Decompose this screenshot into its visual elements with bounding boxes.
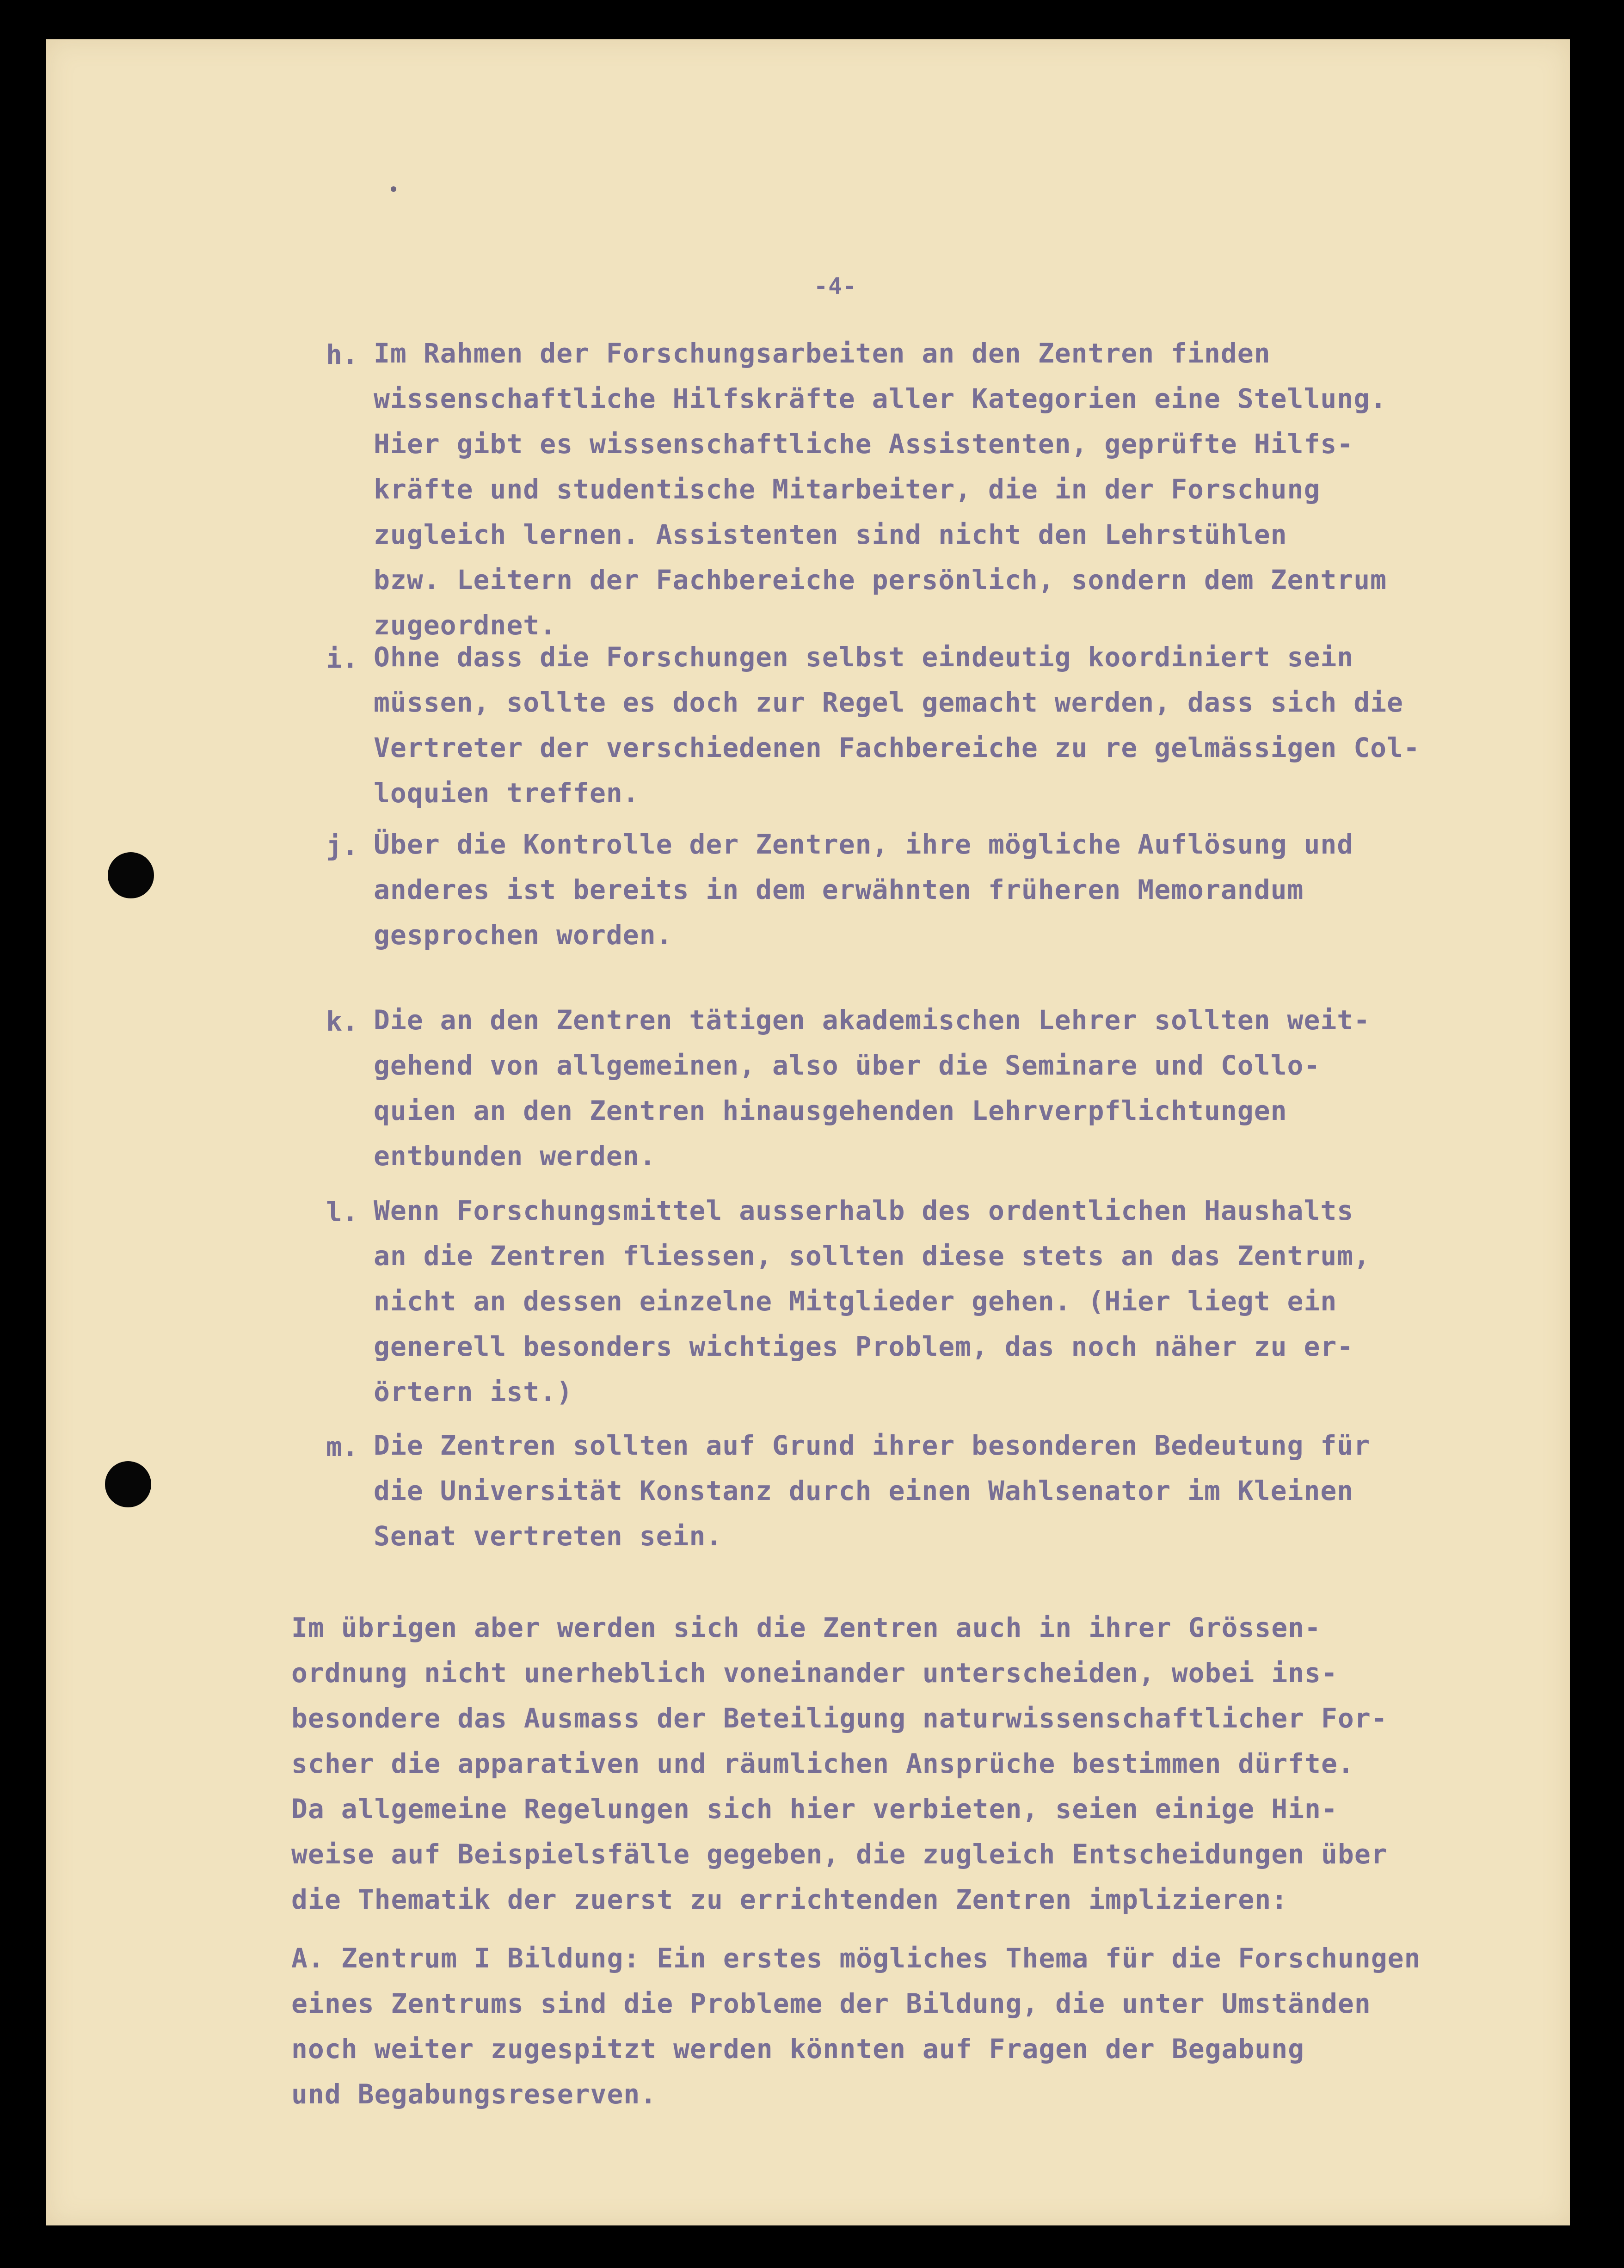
list-item-letter: i. — [326, 643, 358, 674]
text-line: gesprochen worden. — [374, 919, 673, 951]
page-number: -4- — [814, 273, 857, 300]
text-line: Vertreter der verschiedenen Fachbereiche zu re gelmässigen Col- — [374, 732, 1420, 763]
list-item-letter: l. — [326, 1196, 358, 1228]
paper-speck — [391, 186, 396, 192]
text-line: Die an den Zentren tätigen akademischen Lehrer sollten weit- — [374, 1004, 1371, 1036]
text-line: bzw. Leitern der Fachbereiche persönlich, sondern dem Zentrum — [374, 564, 1387, 596]
text-line: weise auf Beispielsfälle gegeben, die zugleich Entscheidungen über — [291, 1838, 1388, 1870]
text-line: quien an den Zentren hinausgehenden Lehrverpflichtungen — [374, 1095, 1287, 1126]
text-line: Hier gibt es wissenschaftliche Assistenten, geprüfte Hilfs- — [374, 428, 1354, 460]
text-line: anderes ist bereits in dem erwähnten früheren Memorandum — [374, 874, 1304, 905]
text-line: generell besonders wichtiges Problem, das noch näher zu er- — [374, 1331, 1354, 1362]
text-line: die Thematik der zuerst zu errichtenden Zentren implizieren: — [291, 1884, 1288, 1915]
text-line: örtern ist.) — [374, 1376, 573, 1408]
text-line: müssen, sollte es doch zur Regel gemacht werden, dass sich die — [374, 687, 1403, 718]
list-item-letter: m. — [326, 1431, 358, 1463]
text-line: besondere das Ausmass der Beteiligung naturwissenschaftlicher For- — [291, 1703, 1388, 1734]
text-line: die Universität Konstanz durch einen Wahlsenator im Kleinen — [374, 1475, 1354, 1506]
text-line: loquien treffen. — [374, 777, 640, 809]
list-item-letter: k. — [326, 1006, 358, 1037]
text-line: noch weiter zugespitzt werden könnten auf Fragen der Begabung — [291, 2033, 1305, 2065]
document-page — [46, 39, 1570, 2225]
text-line: Über die Kontrolle der Zentren, ihre mögliche Auflösung und — [374, 829, 1354, 860]
text-line: nicht an dessen einzelne Mitglieder gehen. (Hier liegt ein — [374, 1285, 1337, 1317]
text-line: zugeordnet. — [374, 609, 557, 641]
text-line: ordnung nicht unerheblich voneinander unterscheiden, wobei ins- — [291, 1657, 1338, 1689]
text-line: Ohne dass die Forschungen selbst eindeutig koordiniert sein — [374, 641, 1354, 673]
text-line: Wenn Forschungsmittel ausserhalb des ordentlichen Haushalts — [374, 1195, 1354, 1226]
text-line: Im übrigen aber werden sich die Zentren auch in ihrer Grössen- — [291, 1612, 1321, 1643]
text-line: wissenschaftliche Hilfskräfte aller Kategorien eine Stellung. — [374, 383, 1387, 414]
punch-hole — [105, 1461, 151, 1507]
text-line: Die Zentren sollten auf Grund ihrer besonderen Bedeutung für — [374, 1430, 1371, 1461]
text-line: scher die apparativen und räumlichen Ansprüche bestimmen dürfte. — [291, 1748, 1354, 1779]
text-line: Senat vertreten sein. — [374, 1520, 723, 1552]
text-line: Im Rahmen der Forschungsarbeiten an den Zentren finden — [374, 338, 1271, 369]
scan-border — [46, 2225, 1570, 2268]
text-line: A. Zentrum I Bildung: Ein erstes mögliches Thema für die Forschungen — [291, 1942, 1421, 1974]
text-line: entbunden werden. — [374, 1140, 656, 1172]
list-item-letter: j. — [326, 830, 358, 861]
text-line: und Begabungsreserven. — [291, 2078, 657, 2110]
list-item-letter: h. — [326, 339, 358, 370]
text-line: gehend von allgemeinen, also über die Seminare und Collo- — [374, 1050, 1321, 1081]
text-line: Da allgemeine Regelungen sich hier verbieten, seien einige Hin- — [291, 1793, 1338, 1825]
punch-hole — [108, 852, 154, 898]
text-line: zugleich lernen. Assistenten sind nicht den Lehrstühlen — [374, 519, 1287, 550]
text-line: kräfte und studentische Mitarbeiter, die in der Forschung — [374, 473, 1321, 505]
text-line: an die Zentren fliessen, sollten diese stets an das Zentrum, — [374, 1240, 1371, 1272]
text-line: eines Zentrums sind die Probleme der Bildung, die unter Umständen — [291, 1988, 1371, 2019]
